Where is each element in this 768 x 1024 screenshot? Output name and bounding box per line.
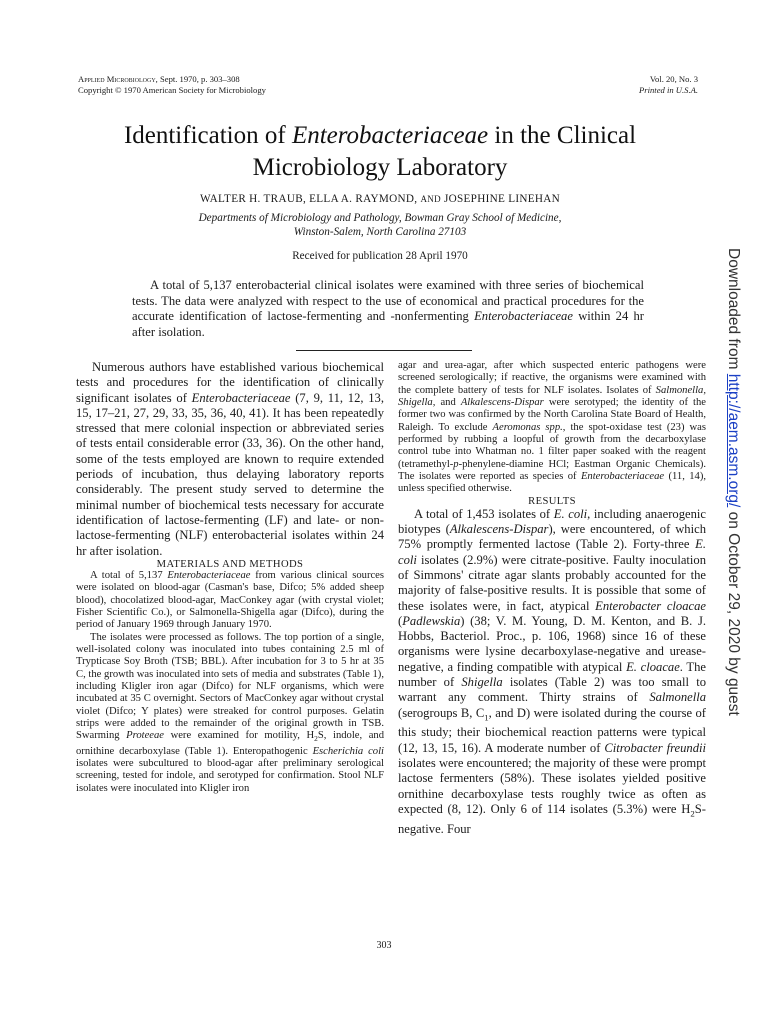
- affiliation: [60, 211, 700, 239]
- r-t2: , including anaerogenic biotypes (: [398, 506, 706, 537]
- left-column: [76, 360, 384, 795]
- r-t7: . The number of: [398, 659, 706, 690]
- received-date: Received for publication 28 April 1970: [292, 250, 468, 262]
- mc-t6: (11, 14), unless specified otherwise.: [398, 471, 706, 495]
- volume-issue: Vol. 20, No. 3: [649, 74, 698, 84]
- authors: [60, 193, 700, 205]
- methods-heading: MATERIALS AND METHODS: [156, 558, 304, 570]
- r-t5: (: [398, 613, 403, 628]
- intro-text: Numerous authors have established various biochemical tests and procedures for the identification of clinically significant isolates of: [76, 360, 384, 405]
- affiliation-line-1: Departments of Microbiology and Pathology, Bowman Gray School of Medicine,: [198, 212, 562, 224]
- m1-i: Enterobacteriaceae: [167, 569, 251, 581]
- mc-i1: Salmonella, Shigella,: [398, 384, 706, 409]
- author-names: WALTER H. TRAUB, ELLA A. RAYMOND,: [199, 193, 418, 205]
- mc-t4: , the spot-oxidase test (23) was performed by rubbing a loopful of growth from the decarboxylase control tube into Whatman no. 1 filter paper soaked with the reagent (tetramethyl-: [398, 421, 706, 470]
- abstract-text: A total of 5,137 enterobacterial clinical isolates were examined with three series of biochemical tests. The data were analyzed with respect to the use of economical and practical procedures for the accurate identification of lactose-fermenting and -nonfermenting: [132, 278, 644, 324]
- printed-in: Printed in U.S.A.: [639, 85, 698, 95]
- mc-t1: agar and urea-agar, after which suspected enteric pathogens were screened serologically; if reactive, the organisms were examined with the complete battery of tests for NLF isolates. Isolates of: [398, 360, 706, 396]
- r-t3: ), were encountered, of which 75% promptly fermented lactose (Table 2). Forty-three: [398, 522, 706, 552]
- intro-italic: Enterobacteriaceae: [191, 390, 291, 405]
- r-t8: isolates (Table 2) was too small to warrant any comment. Thirty strains of: [398, 675, 707, 705]
- r-i7: Shigella: [461, 675, 503, 690]
- abstract-text-end: within 24 hr after isolation.: [132, 309, 644, 339]
- download-text-end: on October 29, 2020 by guest: [725, 507, 742, 716]
- m1-b: from various clinical sources were isolated on blood-agar (Casman's base, Difco; 5% added sheep blood), chocolatized blood-agar, MacConkey agar (with crystal violet; Fisher Scientific Co.), or Salmonella-Shigella agar (Difco), during the period of January 1969 through January 1970.: [76, 569, 384, 631]
- r-i4: Enterobacter cloacae: [595, 598, 706, 613]
- copyright: Copyright © 1970 American Society for Microbiology: [78, 85, 266, 95]
- r-t6: ) (38; V. M. Young, D. M. Kenton, and B. J. Hobbs, Bacteriol. Proc., p. 106, 1968) since 16 of these organisms were lysine decarboxylase-negative and urease-negative, a finding compatible with atypical: [398, 613, 706, 674]
- methods-paragraph-1: [76, 570, 384, 632]
- journal-name: Applied Microbiology: [78, 74, 156, 84]
- download-text: Downloaded from: [725, 248, 742, 374]
- running-head-right: [639, 74, 698, 96]
- m2-sub: 2: [314, 734, 318, 744]
- abstract-divider: [296, 350, 472, 351]
- r-i8: Salmonella: [649, 690, 706, 705]
- r-sub1: 1: [484, 712, 489, 723]
- r-i5: Padlewskia: [402, 613, 461, 628]
- author-last: JOSEPHINE LINEHAN: [443, 193, 561, 205]
- m2-c: S, indole, and ornithine decarboxylase (Table 1). Enteropathogenic: [76, 730, 384, 757]
- abstract-italic: Enterobacteriaceae: [474, 309, 573, 324]
- results-heading: RESULTS: [528, 495, 576, 507]
- r-i9: Citrobacter freundii: [604, 740, 706, 755]
- r-i3: E. coli: [398, 537, 706, 567]
- m2-a: The isolates were processed as follows. The top portion of a single, well-isolated colony was inoculated into tubes containing 2.5 ml of Trypticase Soy Broth (TSB; BBL). After incubation for 3 to 5 hr at 35 C, the growth was inoculated into sets of media and substrates (Table 1), including Kligler iron agar (Difco) for NLF organisms, which were incubated at 35 C overnight. Sectors of MacConkey agar without crystal violet (Difco; Y plates) were streaked for control purposes. Gelatin strips were added to the remainder of the original growth in TSB. Swarming: [76, 631, 384, 742]
- intro-text-end: (7, 9, 11, 12, 13, 15, 17–21, 27, 29, 33, 35, 36, 40, 41). It has been repeatedly stressed that mere colonial inspection or abbreviated series of tests entail considerable error (33, 36). On the other hand, some of the tests employed are known to require extended periods of incubation, thus delaying laboratory reports considerably. The present study served to determine the minimal number of biochemical tests necessary for accurate identification of lactose-fermenting (LF) and late- or non-lactose-fermenting (NLF) enterobacterial isolates within 24 hr after isolation.: [76, 390, 384, 558]
- citation: , Sept. 1970, p. 303–308: [155, 74, 240, 84]
- mc-t2: and: [435, 397, 461, 409]
- mc-i4: p: [453, 458, 459, 470]
- r-t11: isolates were encountered; the majority of these were prompt lactose fermenters (58%). These isolates yielded positive ornithine decarboxylase tests roughly twice as often as expected (8, 12). Only 6 of 114 isolates (5.3%) were H: [398, 756, 706, 816]
- mc-i5: Enterobacteriaceae: [580, 471, 665, 483]
- r-t10: , and D) were isolated during the course of this study; their biochemical reaction patterns were typical (12, 13, 15, 16). A moderate number of: [398, 705, 706, 755]
- r-i6: E. cloacae: [626, 659, 680, 674]
- results-paragraph: [398, 507, 706, 837]
- r-t4: isolates (2.9%) were citrate-positive. Faulty inoculation of Simmons' citrate agar slants probably accounted for the majority of false-positive results. It is possible that some of these isolates were, in fact, atypical: [398, 552, 706, 613]
- title-italic: Enterobacteriaceae: [291, 122, 489, 149]
- methods-continued: [398, 360, 706, 496]
- download-link[interactable]: http://aem.asm.org/: [725, 373, 742, 508]
- right-column: [398, 360, 706, 837]
- intro-paragraph: [76, 360, 384, 559]
- r-t1: A total of 1,453 isolates of: [414, 506, 554, 521]
- abstract: [132, 278, 644, 340]
- mc-t5: -phenylene-diamine HCl; Eastman Organic Chemicals). The isolates were reported as species of: [398, 458, 706, 483]
- title-text: Identification of: [123, 122, 292, 149]
- r-t12: S-negative. Four: [398, 801, 706, 836]
- title-text-end: in the Clinical Microbiology Laboratory: [252, 122, 637, 181]
- page-number: 303: [376, 940, 392, 951]
- methods-paragraph-2: [76, 632, 384, 796]
- running-head-left: [78, 74, 266, 96]
- mc-i2: Alkalescens-Dispar: [460, 397, 544, 409]
- authors-and: AND: [420, 194, 441, 204]
- mc-i3: Aeromonas spp.: [492, 421, 563, 433]
- m2-i2: Escherichia coli: [312, 745, 384, 757]
- m2-b: were examined for motility, H: [163, 730, 315, 742]
- r-i2: Alkalescens-Dispar: [449, 522, 549, 537]
- affiliation-line-2: Winston-Salem, North Carolina 27103: [293, 226, 467, 238]
- r-t9: (serogroups B, C: [398, 705, 485, 720]
- mc-t3: were serotyped; the identity of the former two was confirmed by the North Carolina State Board of Health, Raleigh. To exclude: [398, 397, 706, 433]
- download-watermark: [724, 248, 742, 716]
- m1-a: A total of 5,137: [90, 569, 168, 581]
- r-sub2: 2: [690, 808, 695, 819]
- m2-d: isolates were subcultured to blood-agar after preliminary serological screening, tested for indole, and serotyped for confirmation. Stool NLF isolates were inoculated into Kligler iron: [76, 758, 384, 794]
- r-i1: E. coli: [553, 506, 588, 521]
- m2-i1: Proteeae: [126, 730, 164, 742]
- article-title: [60, 120, 700, 184]
